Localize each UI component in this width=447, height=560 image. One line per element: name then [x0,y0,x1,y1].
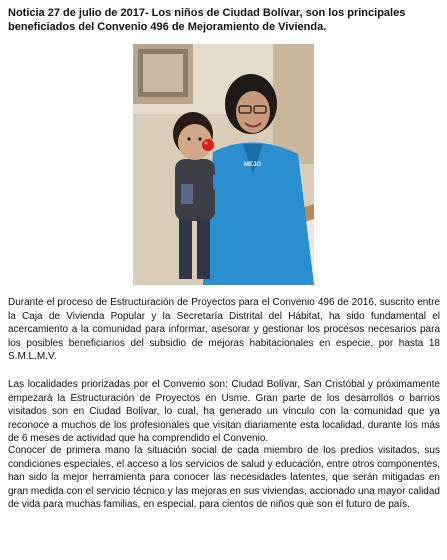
article-paragraph: Durante el proceso de Estructuración de Proyectos para el Convenio 496 de 2016, suscrito entre la Caja de Vivienda Popular y la Secretaría Distrital del Hábitat, ha sido fundamental el acercamiento a la comunidad para informar, asesorar y gestionar los procesos necesarios para los posibles beneficiarios del subsidio de mejoras habitacionales en especie, por hasta 18 S.M.L.M.V. [8,297,440,363]
article-paragraph: Conocer de primera mano la situación social de cada miembro de los predios visitados, sus condiciones especiales, el acceso a los servicios de salud y educación, entre otros componentes, han sido la mejor herramienta para conocer las necesidades latentes, que serán mitigadas en gran medida con el servicio técnico y las mejoras en sus viviendas, accionado una mayor calidad de vida para muchas familias, en especial, para cientos de niños que son el futuro de país. [8,445,440,511]
article-headline: Noticia 27 de julio de 2017- Los niños de Ciudad Bolívar, son los principales beneficiados del Convenio 496 de Mejoramiento de Vivienda. [8,7,406,33]
article-photo [133,44,314,285]
vest-logo-text: MEJO [244,162,262,168]
article-paragraph: Las localidades priorizadas por el Convenio son: Ciudad Bolívar, San Cristóbal y próximamente empezará la Estructuración de Proyectos en Usme. Gran parte de los desarrollos o barrios visitados son en Ciudad Bolívar, lo cual, ha generado un vínculo con la comunidad que ya reconoce a muchos de los profesionales que visitan diariamente esta localidad, durante los más de 6 meses de actividad que ha comprendido el Convenio. [8,379,440,445]
